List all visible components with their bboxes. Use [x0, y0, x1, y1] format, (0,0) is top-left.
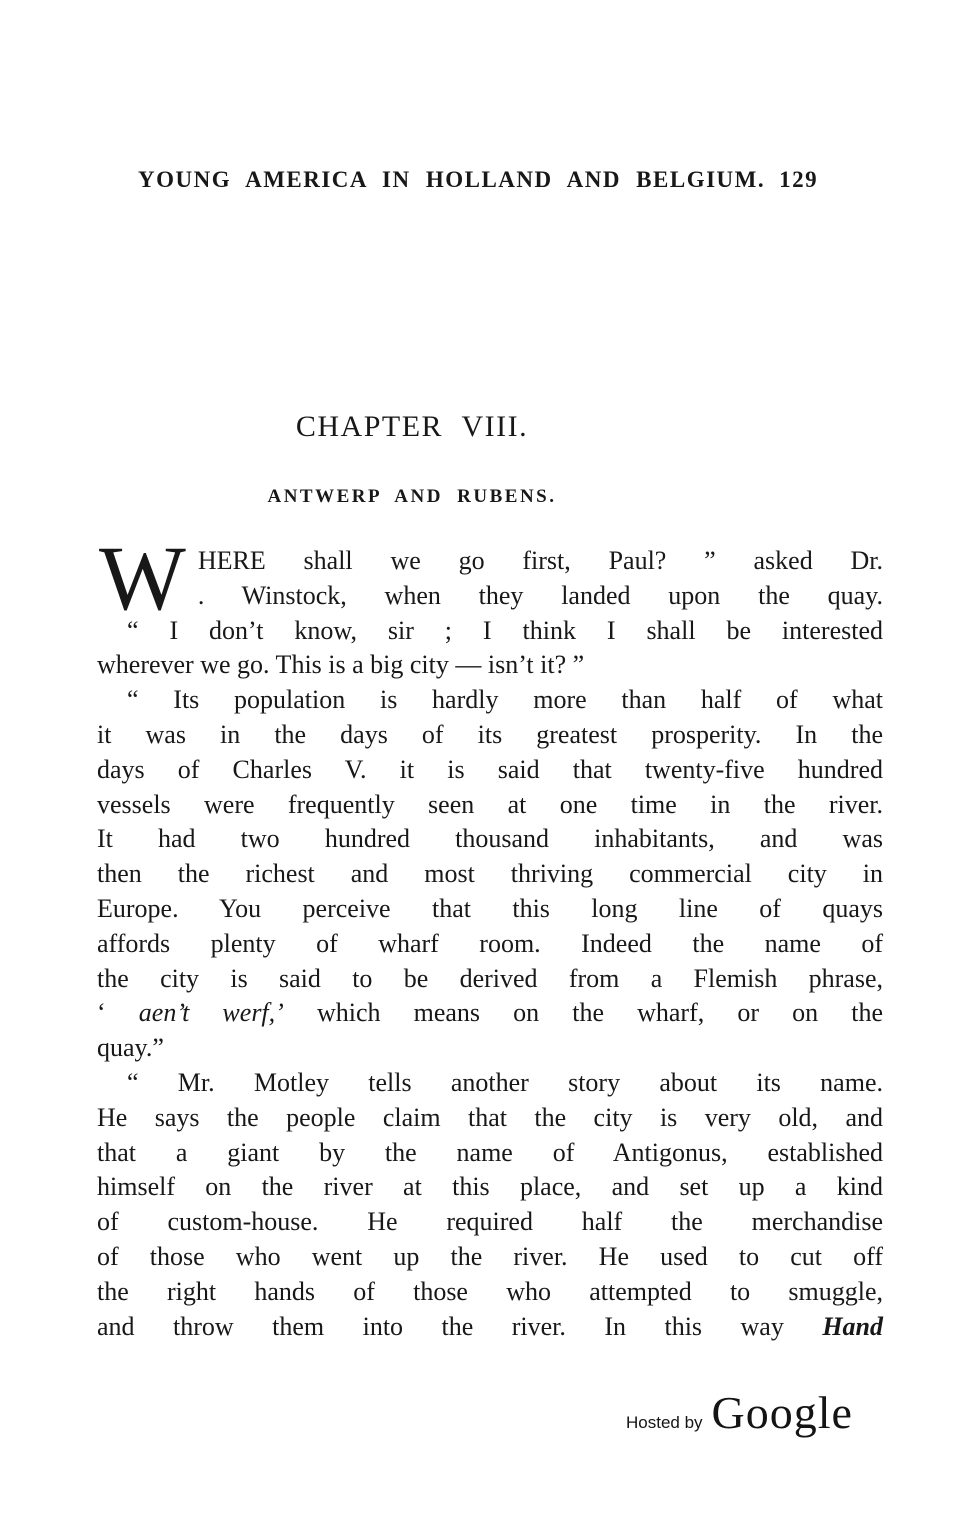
text-segment: which means on the wharf, or on the — [283, 998, 884, 1028]
body-line — [97, 1310, 883, 1345]
body-line — [97, 1275, 883, 1310]
running-header — [138, 167, 818, 193]
text-segment: ‘ — [97, 998, 139, 1028]
body-line — [97, 1170, 883, 1205]
text-segment: then the richest and most thriving commercial city in — [97, 859, 883, 889]
text-segment: aen’t werf,’ — [138, 998, 284, 1028]
text-segment: the right hands of those who attempted to smuggle, — [97, 1276, 883, 1306]
body-line — [97, 962, 883, 997]
body-line — [97, 1205, 883, 1240]
text-segment: Europe. You perceive that this long line of quays — [97, 893, 883, 923]
paragraph — [97, 527, 883, 629]
text-segment: of those who went up the river. He used to cut off — [97, 1241, 883, 1271]
body-line — [97, 822, 883, 857]
text-segment: wherever we go. This is a big city — isn’t it? ” — [97, 650, 585, 680]
text-segment: vessels were frequently seen at one time in the river. — [97, 789, 883, 819]
body-line — [97, 1101, 883, 1136]
paragraph — [97, 1066, 883, 1344]
body-text — [97, 527, 884, 1344]
footer-watermark — [626, 1386, 853, 1439]
body-line — [97, 996, 883, 1031]
body-line — [97, 1240, 883, 1275]
text-segment: “ Its population is hardly more than half of what — [127, 685, 883, 715]
body-line — [97, 683, 883, 718]
chapter-subtitle: ANTWERP AND RUBENS. — [267, 486, 557, 507]
text-segment: affords plenty of wharf room. Indeed the name of — [97, 928, 883, 958]
body-line — [97, 1031, 883, 1066]
text-segment: quay.” — [97, 1033, 164, 1063]
text-segment: and throw them into the river. In this way — [97, 1311, 823, 1341]
paragraph — [97, 683, 883, 1066]
page-number: 129 — [779, 167, 819, 192]
running-header-title: YOUNG AMERICA IN HOLLAND AND BELGIUM. — [138, 167, 766, 192]
text-segment: “ I don’t know, sir ; I think I shall be interested — [127, 615, 883, 645]
body-line — [97, 544, 883, 579]
drop-cap: W — [99, 527, 186, 629]
body-line — [97, 718, 883, 753]
chapter-heading: CHAPTER VIII. — [295, 410, 529, 443]
text-segment: that a giant by the name of Antigonus, established — [97, 1137, 883, 1167]
text-segment: himself on the river at this place, and set up a kind — [97, 1172, 883, 1202]
text-segment: it was in the days of its greatest prosperity. In the — [97, 719, 883, 749]
text-segment: “ Mr. Motley tells another story about its name. — [127, 1067, 883, 1097]
body-line — [97, 1066, 883, 1101]
text-segment: the city is said to be derived from a Flemish phrase, — [97, 963, 883, 993]
text-segment: . Winstock, when they landed upon the quay. — [197, 580, 883, 610]
body-line — [97, 579, 883, 614]
text-segment: HERE shall we go first, Paul? ” asked Dr. — [197, 546, 883, 575]
body-line — [97, 857, 883, 892]
body-line — [97, 614, 883, 649]
text-segment: He says the people claim that the city is very old, and — [97, 1102, 883, 1132]
hosted-by-label: Hosted by — [626, 1413, 703, 1432]
body-line — [97, 788, 883, 823]
text-segment: days of Charles V. it is said that twenty-five hundred — [97, 754, 883, 784]
body-line — [97, 927, 883, 962]
google-logo: Google — [711, 1387, 853, 1438]
text-segment: It had two hundred thousand inhabitants, and was — [97, 824, 883, 854]
text-segment: of custom-house. He required half the merchandise — [97, 1207, 883, 1237]
body-line — [97, 1136, 883, 1171]
body-line — [97, 648, 883, 683]
paragraph — [97, 614, 883, 684]
body-line — [97, 892, 883, 927]
text-segment: Hand — [822, 1311, 883, 1341]
body-line — [97, 753, 883, 788]
